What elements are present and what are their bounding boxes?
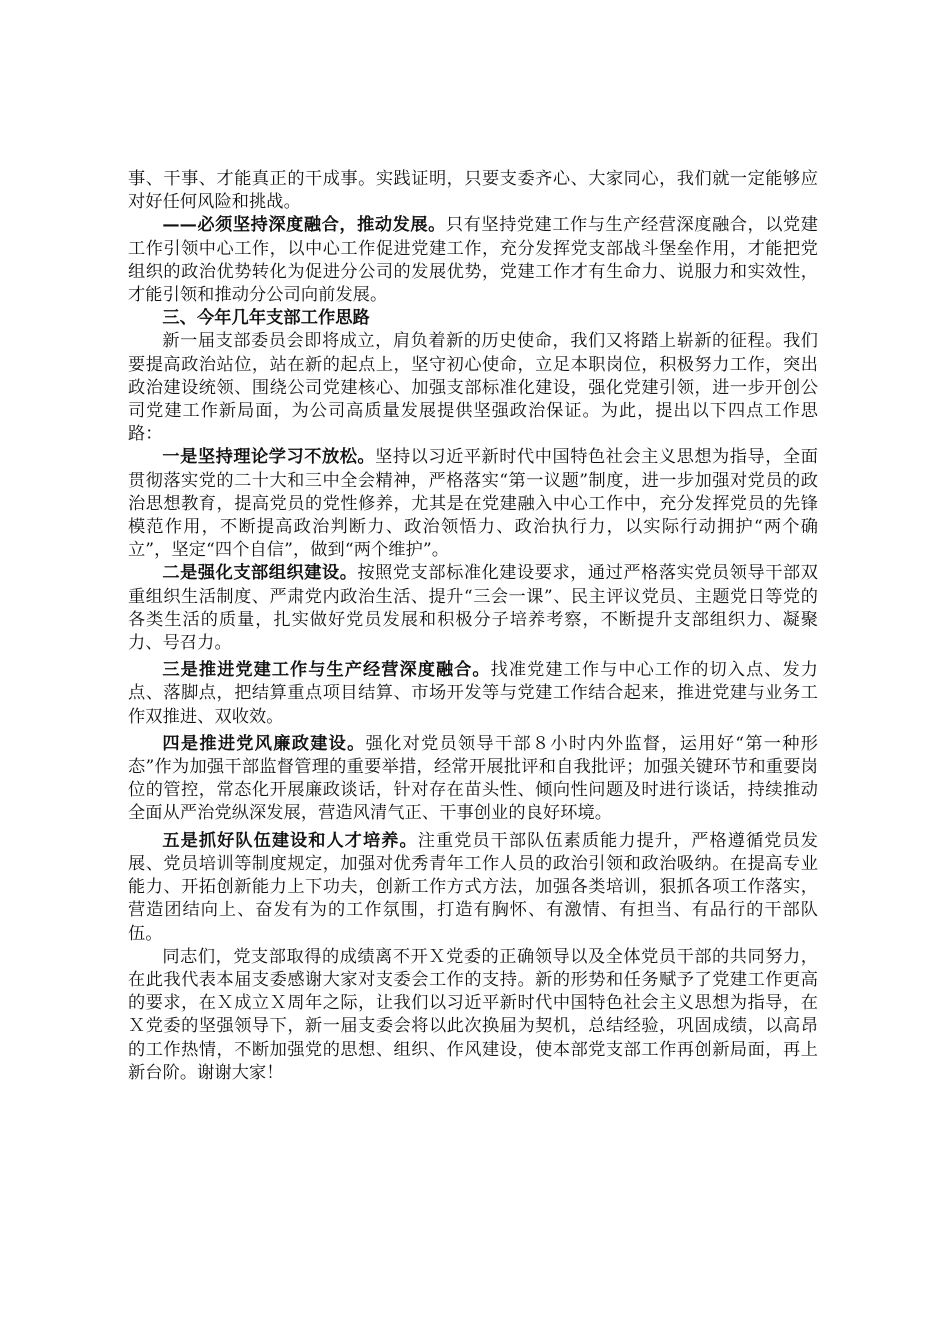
paragraph-text: 同志们，党支部取得的成绩离不开Ｘ党委的正确领导以及全体党员干部的共同努力，在此我代表本届支委感谢大家对支委会工作的支持。新的形势和任务赋予了党建工作更高的要求，在Ｘ成立Ｘ周年之际，让我们以习近平新时代中国特色社会主义思想为指导，在Ｘ党委的坚强领导下，新一届支委会将以此次换届为契机，总结经验，巩固成绩，以高昂的工作热情，不断加强党的思想、组织、作风建设，使本部党支部工作再创新局面，再上新台阶。谢谢大家！ [128,946,818,1083]
paragraph-intro-ideas [128,330,818,446]
paragraph-text: 坚持以习近平新时代中国特色社会主义思想为指导，全面贯彻落实党的二十大和三中全会精神，严格落实“第一议题”制度，进一步加强对党员的政治思想教育，提高党员的党性修养，尤其是在党建融入中心工作中，充分发挥党员的先锋模范作用，不断提高政治判断力、政治领悟力、政治执行力，以实际行动拥护“两个确立”，坚定“四个自信”，做到“两个维护”。 [128,447,818,561]
paragraph-text: 新一届支部委员会即将成立，肩负着新的历史使命，我们又将踏上崭新的征程。我们要提高政治站位，站在新的起点上，坚守初心使命，立足本职岗位，积极努力工作，突出政治建设统领、围绕公司党建核心、加强支部标准化建设，强化党建引领，进一步开创公司党建工作新局面，为公司高质量发展提供坚强政治保证。为此，提出以下四点工作思路： [128,331,818,445]
paragraph-continuation [128,168,818,214]
paragraph-lead: 二是强化支部组织建设。 [162,563,358,584]
paragraph-text: 只有坚持党建工作与生产经营深度融合，以党建工作引领中心工作，以中心工作促进党建工作，充分发挥党支部战斗堡垒作用，才能把党组织的政治优势转化为促进分公司的发展优势，党建工作才有生命力、说服力和实效性，才能引领和推动分公司向前发展。 [128,215,818,306]
document-body [128,168,818,1085]
paragraph-lead: ——必须坚持深度融合，推动发展。 [162,215,446,236]
paragraph-text: 事、干事、才能真正的干成事。实践证明，只要支委齐心、大家同心，我们就一定能够应对好任何风险和挑战。 [128,169,818,213]
paragraph-organization [128,562,818,655]
section-heading-text: 三、今年几年支部工作思路 [162,308,370,329]
paragraph-lead: 三是推进党建工作与生产经营深度融合。 [162,660,491,681]
paragraph-text: 注重党员干部队伍素质能力提升，严格遵循党员发展、党员培训等制度规定，加强对优秀青年工作人员的政治引领和政治吸纳。在提高专业能力、开拓创新能力上下功夫，创新工作方式方法，加强各类培训，狠抓各项工作落实，营造团结向上、奋发有为的工作氛围，打造有胸怀、有激情、有担当、有品行的干部队伍。 [128,830,818,944]
paragraph-deep-integration [128,214,818,307]
paragraph-lead: 一是坚持理论学习不放松。 [162,447,376,468]
paragraph-text: 找准党建工作与中心工作的切入点、发力点、落脚点，把结算重点项目结算、市场开发等与党建工作结合起来，推进党建与业务工作双推进、双收效。 [128,660,818,727]
paragraph-integrity [128,733,818,826]
paragraph-integration [128,659,818,729]
section-heading-3 [128,307,818,330]
paragraph-lead: 四是推进党风廉政建设。 [162,733,366,754]
paragraph-closing [128,946,818,1085]
paragraph-team-building [128,830,818,946]
paragraph-text: 按照党支部标准化建设要求，通过严格落实党员领导干部双重组织生活制度、严肃党内政治生活、提升“三会一课”、民主评议党员、主题党日等党的各类生活的质量，扎实做好党员发展和积极分子培养考察，不断提升支部组织力、凝聚力、号召力。 [128,563,818,654]
paragraph-theory-study [128,446,818,562]
paragraph-lead: 五是抓好队伍建设和人才培养。 [162,830,418,851]
paragraph-text: 强化对党员领导干部８小时内外监督，运用好“第一种形态”作为加强干部监督管理的重要举措，经常开展批评和自我批评；加强关键环节和重要岗位的管控，常态化开展廉政谈话，针对存在苗头性、倾向性问题及时进行谈话，持续推动全面从严治党纵深发展，营造风清气正、干事创业的良好环境。 [128,733,818,824]
